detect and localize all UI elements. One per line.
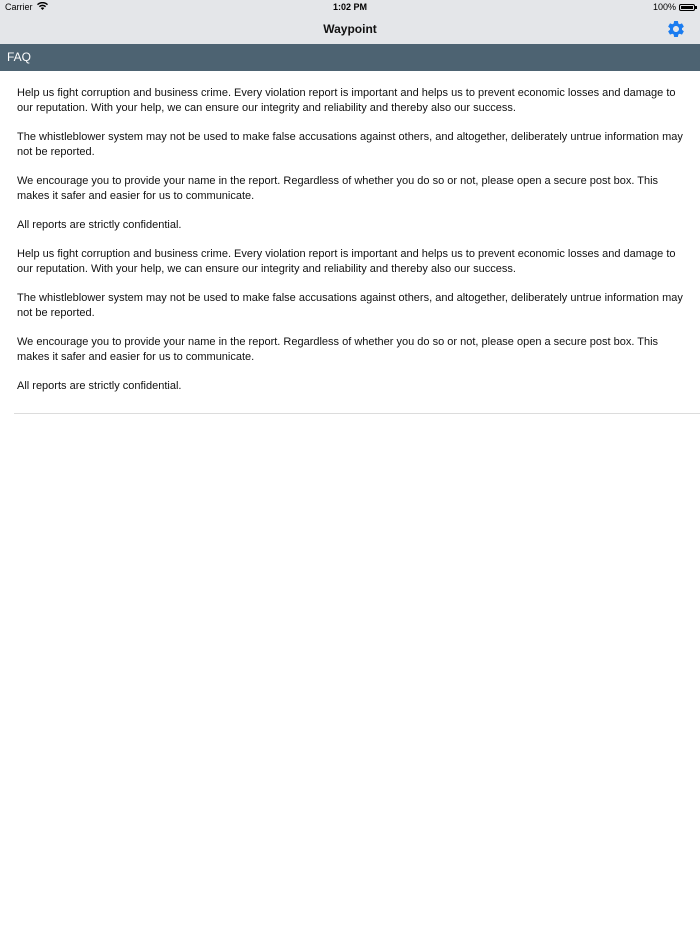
status-right: [653, 0, 695, 14]
settings-button[interactable]: [666, 19, 686, 39]
gear-icon: [666, 19, 686, 39]
content-divider: [14, 413, 700, 414]
faq-paragraph: All reports are strictly confidential.: [17, 219, 182, 231]
faq-paragraph: Help us fight corruption and business crime. Every violation report is important and helps us to prevent economic losses and damage to our reputation. With your help, we can ensure our integrity and reliability and thereby also our success.: [17, 248, 676, 275]
nav-title: Waypoint: [323, 22, 377, 36]
battery-percent: 100%: [652, 2, 676, 12]
faq-paragraph: We encourage you to provide your name in the report. Regardless of whether you do so or not, please open a secure post box. This makes it safer and easier for us to communicate.: [17, 336, 659, 363]
faq-paragraph: The whistleblower system may not be used to make false accusations against others, and altogether, deliberately untrue information may not be reported.: [17, 292, 683, 319]
section-header-faq: [0, 44, 700, 71]
status-bar: [0, 0, 700, 14]
faq-paragraph: Help us fight corruption and business crime. Every violation report is important and helps us to prevent economic losses and damage to our reputation. With your help, we can ensure our integrity and reliability and thereby also our success.: [17, 87, 676, 114]
status-time: 1:02 PM: [332, 2, 367, 12]
faq-paragraph: The whistleblower system may not be used to make false accusations against others, and altogether, deliberately untrue information may not be reported.: [17, 131, 683, 158]
faq-content: [17, 86, 687, 408]
navigation-bar: [0, 14, 700, 44]
section-title: FAQ: [7, 50, 32, 64]
faq-paragraph: All reports are strictly confidential.: [17, 380, 182, 392]
carrier-label: Carrier: [5, 2, 33, 12]
faq-paragraph: We encourage you to provide your name in the report. Regardless of whether you do so or not, please open a secure post box. This makes it safer and easier for us to communicate.: [17, 175, 659, 202]
battery-icon: [679, 4, 695, 11]
